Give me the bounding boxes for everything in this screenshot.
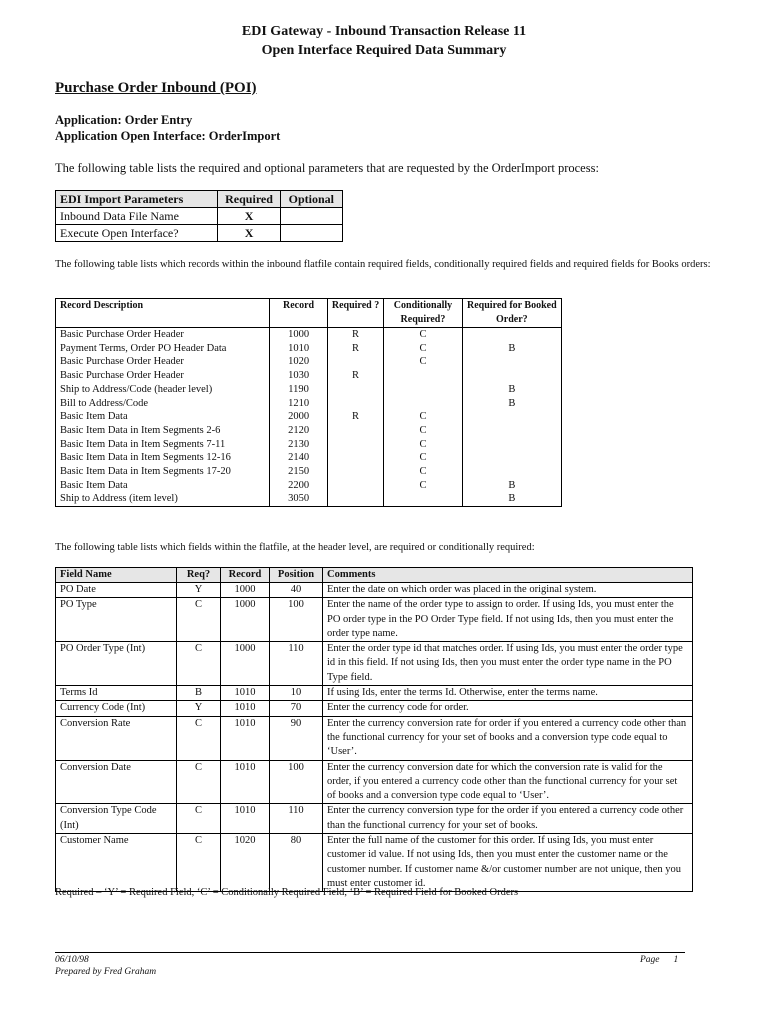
table-row [56, 410, 562, 424]
table-cell [327, 492, 383, 506]
table-cell: Terms Id [56, 686, 177, 701]
table-row [56, 479, 562, 493]
table-cell: Ship to Address/Code (header level) [56, 383, 270, 397]
table-row [56, 804, 693, 834]
table-cell: B [462, 383, 561, 397]
table-cell [280, 225, 342, 242]
table-cell: 70 [270, 701, 323, 716]
table-row [56, 451, 562, 465]
table-cell: Enter the date on which order was placed in the original system. [323, 583, 693, 598]
records-header: Record [270, 299, 328, 328]
table-cell [384, 492, 462, 506]
table-cell: Currency Code (Int) [56, 701, 177, 716]
table-cell: 1000 [221, 598, 270, 642]
table-cell [462, 438, 561, 452]
table-row [56, 834, 693, 892]
table-row [56, 465, 562, 479]
fields-table [55, 567, 693, 892]
table-cell: 100 [270, 760, 323, 804]
table-row [56, 369, 562, 383]
table-cell: Basic Item Data in Item Segments 7-11 [56, 438, 270, 452]
params-header-row [56, 191, 343, 208]
records-header: Required ? [327, 299, 383, 328]
section-title: Purchase Order Inbound (POI) [55, 80, 257, 96]
table-cell [327, 383, 383, 397]
fields-header: Field Name [56, 568, 177, 583]
page-label: Page [640, 955, 660, 965]
table-cell [327, 479, 383, 493]
table-cell: 1010 [221, 804, 270, 834]
table-cell: 1000 [221, 642, 270, 686]
table-cell: Ship to Address (item level) [56, 492, 270, 506]
table-cell: 40 [270, 583, 323, 598]
table-row [56, 208, 343, 225]
table-cell: C [177, 834, 221, 892]
table-cell: 80 [270, 834, 323, 892]
legend-footnote: Required – ‘Y’ = Required Field, ‘C’ = Conditionally Required Field, ‘B’ = Required Field for Booked Orders [55, 887, 519, 898]
table-cell: 1010 [270, 342, 328, 356]
table-cell: C [384, 479, 462, 493]
table-cell: B [462, 342, 561, 356]
table-cell: 2130 [270, 438, 328, 452]
records-header: Required for Booked Order? [462, 299, 561, 328]
table-cell: C [177, 598, 221, 642]
table-cell: 110 [270, 804, 323, 834]
params-header: EDI Import Parameters [56, 191, 218, 208]
table-cell: C [384, 328, 462, 342]
table-cell: Basic Purchase Order Header [56, 369, 270, 383]
table-row [56, 583, 693, 598]
table-cell: Y [177, 583, 221, 598]
table-cell: C [177, 716, 221, 760]
table-cell: C [384, 438, 462, 452]
table-row [56, 355, 562, 369]
table-cell: 1190 [270, 383, 328, 397]
table-cell: PO Order Type (Int) [56, 642, 177, 686]
records-table [55, 298, 562, 507]
table-cell: C [177, 642, 221, 686]
table-row [56, 383, 562, 397]
table-cell [280, 208, 342, 225]
table-cell [327, 355, 383, 369]
table-cell: Basic Purchase Order Header [56, 355, 270, 369]
table-cell: X [218, 208, 280, 225]
table-cell: Inbound Data File Name [56, 208, 218, 225]
table-cell [462, 328, 561, 342]
footer-page [640, 955, 678, 965]
table-cell: Payment Terms, Order PO Header Data [56, 342, 270, 356]
document-subtitle: Open Interface Required Data Summary [261, 43, 507, 58]
intro-fields: The following table lists which fields within the flatfile, at the header level, are required or conditionally required: [55, 542, 535, 553]
table-cell: Basic Item Data in Item Segments 2-6 [56, 424, 270, 438]
table-cell: 1030 [270, 369, 328, 383]
footer-date: 06/10/98 [55, 955, 89, 965]
table-cell: 1010 [221, 686, 270, 701]
intro-params: The following table lists the required and optional parameters that are requested by the OrderImport process: [55, 161, 599, 175]
table-cell: C [384, 355, 462, 369]
table-cell: Conversion Type Code (Int) [56, 804, 177, 834]
fields-header: Record [221, 568, 270, 583]
table-cell: 2200 [270, 479, 328, 493]
fields-header: Position [270, 568, 323, 583]
table-cell: C [384, 465, 462, 479]
footer-prepared-by: Prepared by Fred Graham [55, 967, 157, 977]
table-cell: X [218, 225, 280, 242]
table-cell [462, 451, 561, 465]
table-cell: C [384, 451, 462, 465]
table-cell [384, 397, 462, 411]
application-label: Application: Order Entry [55, 113, 193, 127]
table-row [56, 701, 693, 716]
table-cell: Conversion Rate [56, 716, 177, 760]
table-cell [327, 438, 383, 452]
table-cell: R [327, 410, 383, 424]
params-table [55, 190, 343, 242]
table-cell: Enter the currency conversion date for which the conversion rate is valid for the order, if you entered a currency code other than the functional currency for your set of books and a conversion type code equal to ‘User’. [323, 760, 693, 804]
table-cell: Basic Item Data [56, 410, 270, 424]
table-cell [462, 465, 561, 479]
table-cell: 1000 [221, 583, 270, 598]
document-title: EDI Gateway - Inbound Transaction Release 11 [241, 24, 527, 39]
table-cell: B [462, 397, 561, 411]
table-cell: 1210 [270, 397, 328, 411]
table-cell: Enter the currency conversion type for the order if you entered a currency code other than the functional currency for your set of books. [323, 804, 693, 834]
table-cell: C [384, 410, 462, 424]
open-interface-label: Application Open Interface: OrderImport [55, 129, 281, 143]
table-row [56, 642, 693, 686]
table-cell [327, 451, 383, 465]
records-header-row [56, 299, 562, 328]
table-cell: Basic Item Data in Item Segments 17-20 [56, 465, 270, 479]
page-number: 1 [673, 955, 679, 965]
table-cell: 100 [270, 598, 323, 642]
table-cell: Enter the currency code for order. [323, 701, 693, 716]
intro-records: The following table lists which records within the inbound flatfile contain required fields, conditionally required fields and required fields for Books orders: [55, 259, 711, 270]
table-cell: PO Type [56, 598, 177, 642]
table-cell: 1010 [221, 701, 270, 716]
table-cell: Bill to Address/Code [56, 397, 270, 411]
table-cell [462, 424, 561, 438]
table-row [56, 760, 693, 804]
table-cell: B [177, 686, 221, 701]
table-row [56, 438, 562, 452]
table-cell [462, 410, 561, 424]
table-cell: Customer Name [56, 834, 177, 892]
table-cell: 2140 [270, 451, 328, 465]
table-cell: C [384, 342, 462, 356]
footer-rule [55, 952, 685, 953]
table-cell: 1010 [221, 716, 270, 760]
table-row [56, 397, 562, 411]
records-header: Conditionally Required? [384, 299, 462, 328]
table-cell [462, 369, 561, 383]
table-row [56, 424, 562, 438]
table-row [56, 492, 562, 506]
table-cell: Conversion Date [56, 760, 177, 804]
table-cell: Y [177, 701, 221, 716]
table-row [56, 716, 693, 760]
table-cell: 1010 [221, 760, 270, 804]
table-row [56, 598, 693, 642]
table-cell: Enter the currency conversion rate for order if you entered a currency code other than the functional currency for your set of books and a conversion type code equal to ‘User’. [323, 716, 693, 760]
table-row [56, 328, 562, 342]
table-cell: 10 [270, 686, 323, 701]
table-cell [327, 397, 383, 411]
table-cell: R [327, 369, 383, 383]
table-cell: 110 [270, 642, 323, 686]
table-cell: Enter the name of the order type to assign to order. If using Ids, you must enter the PO order type in the PO Order Type field. If not using Ids, then you must enter the order type name. [323, 598, 693, 642]
table-cell: 2120 [270, 424, 328, 438]
table-cell: If using Ids, enter the terms Id. Otherwise, enter the terms name. [323, 686, 693, 701]
table-cell: 2150 [270, 465, 328, 479]
table-cell [384, 383, 462, 397]
table-cell: B [462, 492, 561, 506]
table-cell: PO Date [56, 583, 177, 598]
table-cell: Basic Purchase Order Header [56, 328, 270, 342]
records-header: Record Description [56, 299, 270, 328]
table-cell [327, 465, 383, 479]
table-row [56, 225, 343, 242]
table-cell: 1020 [221, 834, 270, 892]
table-cell: 1020 [270, 355, 328, 369]
table-cell: Basic Item Data in Item Segments 12-16 [56, 451, 270, 465]
table-cell: C [384, 424, 462, 438]
table-cell: Execute Open Interface? [56, 225, 218, 242]
table-cell: 3050 [270, 492, 328, 506]
fields-header: Req? [177, 568, 221, 583]
params-header: Required [218, 191, 280, 208]
table-row [56, 686, 693, 701]
table-cell: 1000 [270, 328, 328, 342]
table-row [56, 342, 562, 356]
table-cell: R [327, 328, 383, 342]
table-cell: C [177, 760, 221, 804]
table-cell [462, 355, 561, 369]
fields-header: Comments [323, 568, 693, 583]
table-cell: Basic Item Data [56, 479, 270, 493]
table-cell [384, 369, 462, 383]
table-cell: 90 [270, 716, 323, 760]
table-cell: Enter the full name of the customer for this order. If using Ids, you must enter customer id value. If not using Ids, then you must enter the customer name or the customer number. If customer name &/or customer number are not unique, then you must enter customer id. [323, 834, 693, 892]
table-cell: 2000 [270, 410, 328, 424]
fields-header-row [56, 568, 693, 583]
table-cell: B [462, 479, 561, 493]
table-cell: C [177, 804, 221, 834]
params-header: Optional [280, 191, 342, 208]
table-cell: R [327, 342, 383, 356]
table-cell: Enter the order type id that matches order. If using Ids, you must enter the order type id in this field. If not using Ids, then you must enter the order type name in the PO Type field. [323, 642, 693, 686]
table-cell [327, 424, 383, 438]
